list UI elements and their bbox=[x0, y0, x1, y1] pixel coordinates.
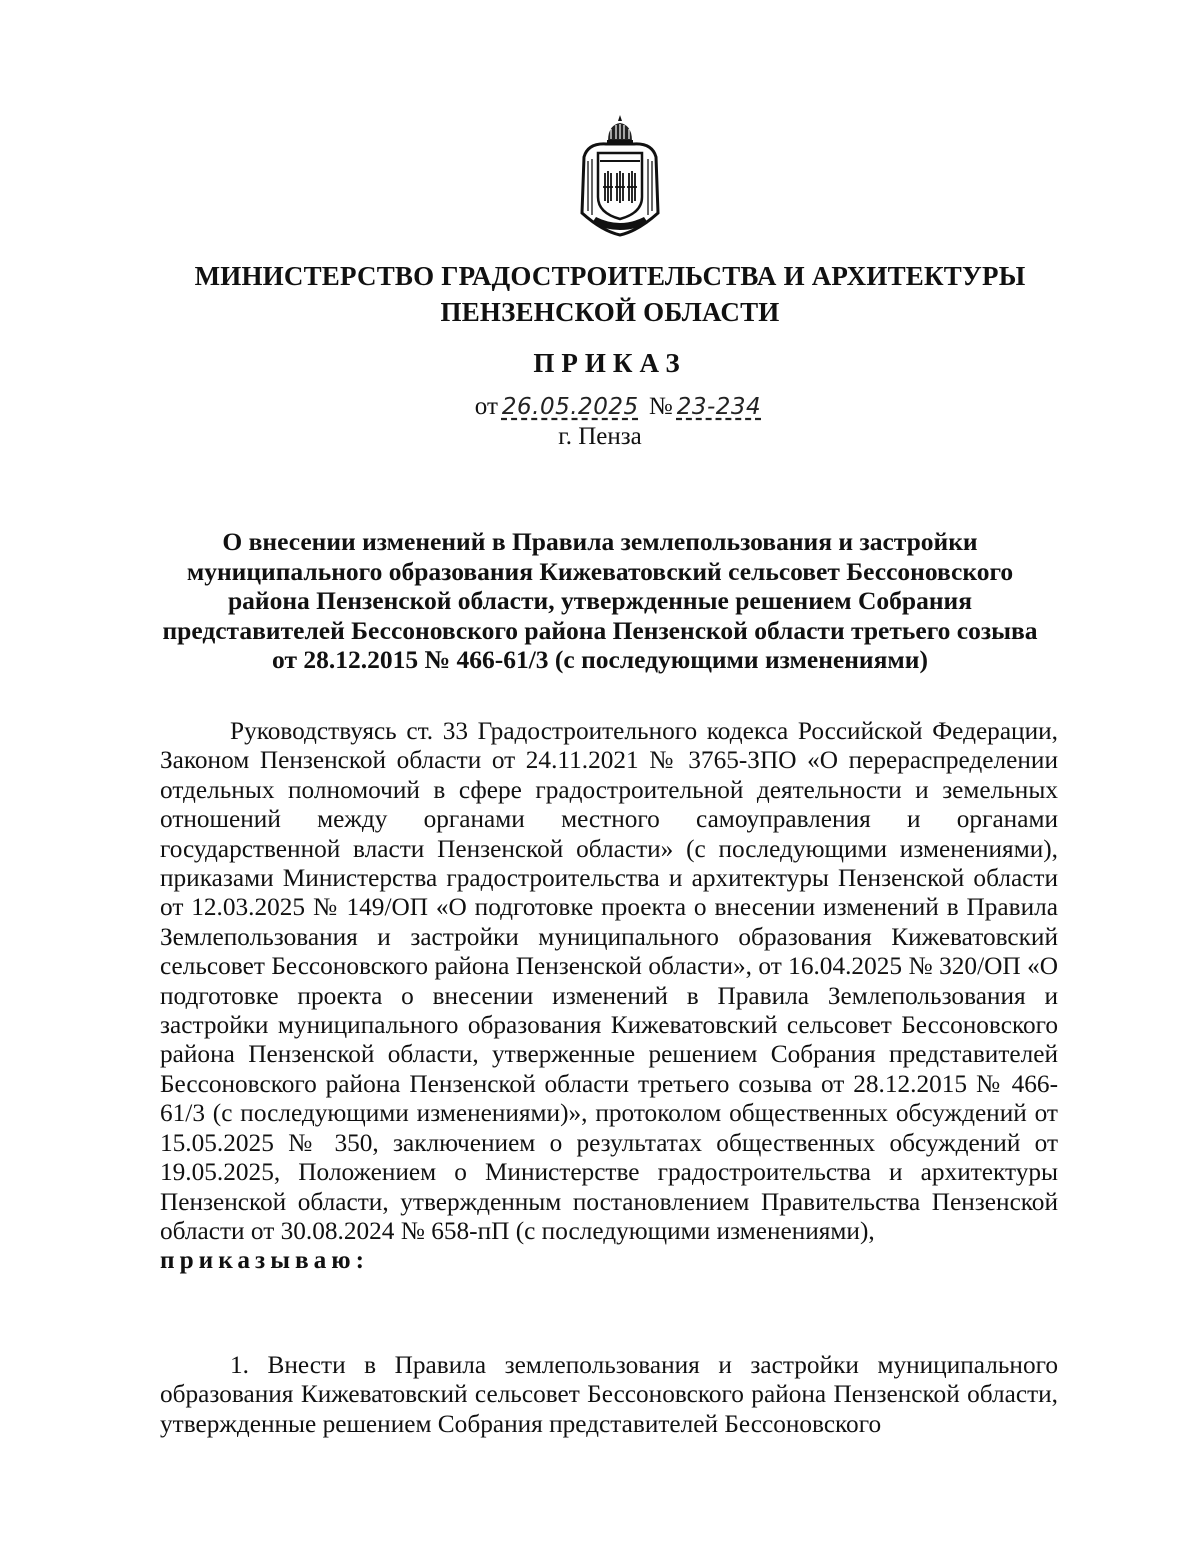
order-heading: ПРИКАЗ bbox=[533, 348, 687, 378]
number-prefix: № bbox=[648, 393, 673, 420]
preamble-text: Руководствуясь ст. 33 Градостроительного кодекса Российской Федерации, Законом Пензенской области от 24.11.2021 № 3765-ЗПО «О перераспределении отдельных полномочий в сфере градостроительной деятельности и земельных отношений между органами местного самоуправления и органами государственной власти Пензенской области» (с последующими изменениями), приказами Министерства градостроительства и архитектуры Пензенской области от 12.03.2025 № 149/ОП «О подготовке проекта о внесении изменений в Правила Землепользования и застройки муниципального образования Кижеватовский сельсовет Бессоновского района Пензенской области», от 16.04.2025 № 320/ОП «О подготовке проекта о внесении изменений в Правила Землепользования и застройки муниципального образования Кижеватовский сельсовет Бессоновского района Пензенской области, утверженные решением Собрания представителей Бессоновского района Пензенской области третьего созыва от 28.12.2015 № 466-61/3 (с последующими изменениями)», протоколом общественных обсуждений от 15.05.2025 № 350, заключением о результатах общественных обсуждений от 19.05.2025, Положением о Министерстве градостроительства и архитектуры Пензенской области, утвержденным постановлением Правительства Пензенской области от 30.08.2024 № 658-пП (с последующими изменениями), bbox=[160, 717, 1058, 1245]
date-prefix: от bbox=[474, 393, 498, 420]
coat-of-arms-emblem bbox=[578, 113, 662, 237]
city-name: г. Пенза bbox=[558, 423, 642, 450]
order-number-handwritten: 23-234 bbox=[676, 394, 762, 420]
ministry-name-line2: ПЕНЗЕНСКОЙ ОБЛАСТИ bbox=[440, 297, 780, 327]
order-title: О внесении изменений в Правила землепользования и застройки муниципального образования Кижеватовский сельсовет Бессоновского района Пензенской области, утвержденные решением Собрания представителей Бессоновского района Пензенской области третьего созыва от 28.12.2015 № 466-61/3 (с последующими изменениями) bbox=[162, 527, 1038, 674]
order-date-handwritten: 26.05.2025 bbox=[501, 394, 639, 420]
order-date-number-line bbox=[440, 393, 800, 421]
preamble-paragraph bbox=[160, 717, 1058, 1276]
order-verb: приказываю: bbox=[160, 1246, 370, 1275]
order-item-1: 1. Внести в Правила землепользования и застройки муниципального образования Кижеватовский сельсовет Бессоновского района Пензенской области, утвержденные решением Собрания представителей Бессоновского bbox=[160, 1351, 1058, 1438]
ministry-name bbox=[150, 258, 1070, 330]
ministry-name-line1: МИНИСТЕРСТВО ГРАДОСТРОИТЕЛЬСТВА И АРХИТЕКТУРЫ bbox=[194, 261, 1026, 291]
